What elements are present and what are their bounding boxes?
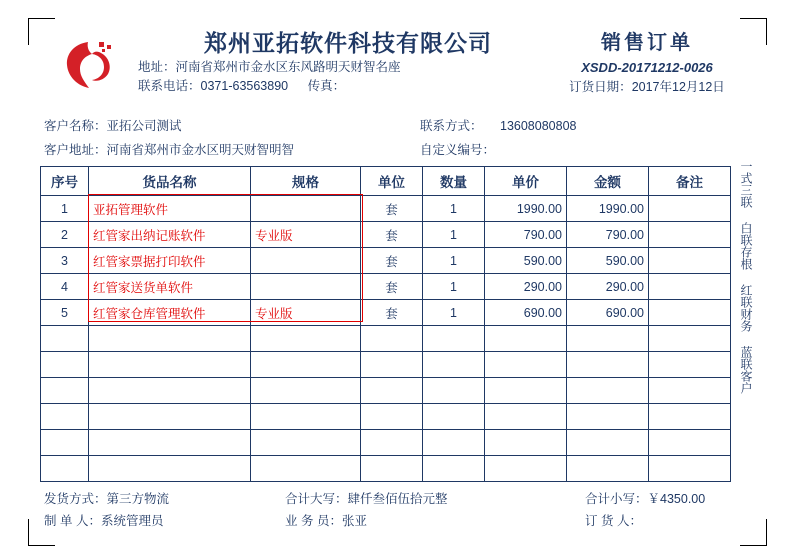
footer-row-2 xyxy=(40,510,756,532)
cell-spec xyxy=(251,352,361,378)
phone-label: 联系电话： xyxy=(138,79,201,93)
cell-spec xyxy=(251,430,361,456)
table-row xyxy=(41,326,731,352)
cell-unit xyxy=(361,430,423,456)
cell-price: 590.00 xyxy=(485,248,567,274)
shipping-method-value: 第三方物流 xyxy=(106,492,170,506)
cell-name xyxy=(89,378,251,404)
copy-label-3: 红联财务 xyxy=(739,284,753,332)
total-upper-label: 合计大写： xyxy=(285,492,348,506)
copy-label-2: 白联存根 xyxy=(739,222,753,270)
col-header-price: 单价 xyxy=(485,167,567,196)
cell-spec xyxy=(251,404,361,430)
cell-no xyxy=(41,326,89,352)
cell-amount xyxy=(567,326,649,352)
cell-spec xyxy=(251,248,361,274)
cell-remark xyxy=(649,196,731,222)
customer-contact-label: 联系方式： xyxy=(420,119,483,133)
cell-remark xyxy=(649,456,731,482)
table-row xyxy=(41,456,731,482)
table-row xyxy=(41,248,731,274)
cell-amount xyxy=(567,352,649,378)
cell-qty: 1 xyxy=(423,196,485,222)
total-lower-field xyxy=(585,488,705,510)
customer-address-label: 客户地址： xyxy=(44,143,107,157)
document-content xyxy=(40,28,756,528)
copy-labels xyxy=(738,160,760,408)
custom-number-label: 自定义编号： xyxy=(420,143,496,157)
cell-price xyxy=(485,404,567,430)
cell-name: 红管家送货单软件 xyxy=(89,274,251,300)
cell-amount: 1990.00 xyxy=(567,196,649,222)
cell-unit xyxy=(361,456,423,482)
customer-name-field xyxy=(44,114,182,138)
cell-no xyxy=(41,352,89,378)
cell-unit xyxy=(361,404,423,430)
cell-remark xyxy=(649,222,731,248)
col-header-unit: 单位 xyxy=(361,167,423,196)
shipping-method-label: 发货方式： xyxy=(44,492,107,506)
cell-unit: 套 xyxy=(361,196,423,222)
cell-unit xyxy=(361,352,423,378)
cell-no: 3 xyxy=(41,248,89,274)
copy-label-4: 蓝联客户 xyxy=(739,346,753,394)
cell-price: 1990.00 xyxy=(485,196,567,222)
cell-unit xyxy=(361,378,423,404)
total-upper-field xyxy=(285,488,448,510)
shipping-method-field xyxy=(44,488,169,510)
col-header-name: 货品名称 xyxy=(89,167,251,196)
order-date-label: 订货日期： xyxy=(569,80,632,94)
address-label: 地址： xyxy=(138,60,176,74)
cell-amount xyxy=(567,378,649,404)
cell-amount xyxy=(567,456,649,482)
cell-unit: 套 xyxy=(361,248,423,274)
col-header-remark: 备注 xyxy=(649,167,731,196)
customer-address-row xyxy=(40,138,756,162)
cell-qty xyxy=(423,404,485,430)
maker-label: 制 单 人： xyxy=(44,514,101,528)
copy-label-1: 一式三联 xyxy=(739,160,753,208)
customer-contact-field xyxy=(420,114,576,138)
cell-amount: 590.00 xyxy=(567,248,649,274)
items-table-wrapper xyxy=(40,166,756,482)
col-header-amount: 金额 xyxy=(567,167,649,196)
cell-price xyxy=(485,378,567,404)
copy-label-set xyxy=(738,160,760,208)
cell-spec xyxy=(251,326,361,352)
buyer-field xyxy=(585,510,642,532)
maker-value: 系统管理员 xyxy=(100,514,164,528)
customer-address-value: 河南省郑州市金水区明天财智明智 xyxy=(106,143,295,157)
cell-no: 5 xyxy=(41,300,89,326)
cell-qty xyxy=(423,326,485,352)
cell-qty xyxy=(423,456,485,482)
address-value: 河南省郑州市金水区东风路明天财智名座 xyxy=(175,60,401,74)
cell-qty xyxy=(423,352,485,378)
company-logo-icon xyxy=(58,34,120,96)
copy-label-set xyxy=(738,346,760,394)
cell-unit: 套 xyxy=(361,222,423,248)
cell-price xyxy=(485,430,567,456)
cell-remark xyxy=(649,300,731,326)
table-row xyxy=(41,300,731,326)
document-title-block xyxy=(542,28,752,97)
cell-amount: 690.00 xyxy=(567,300,649,326)
cell-qty: 1 xyxy=(423,248,485,274)
col-header-spec: 规格 xyxy=(251,167,361,196)
cell-qty xyxy=(423,430,485,456)
cell-unit: 套 xyxy=(361,274,423,300)
cell-qty: 1 xyxy=(423,274,485,300)
cell-remark xyxy=(649,352,731,378)
cell-no xyxy=(41,378,89,404)
cell-price xyxy=(485,352,567,378)
cell-name xyxy=(89,430,251,456)
table-row xyxy=(41,378,731,404)
company-address-line xyxy=(138,58,558,77)
copy-label-set xyxy=(738,284,760,332)
table-row xyxy=(41,274,731,300)
table-row xyxy=(41,404,731,430)
customer-contact-value: 13608080808 xyxy=(500,119,577,133)
cell-remark xyxy=(649,404,731,430)
salesperson-label: 业 务 员： xyxy=(285,514,342,528)
total-lower-value: ￥4350.00 xyxy=(647,492,706,506)
table-header-row xyxy=(41,167,731,196)
cell-spec: 专业版 xyxy=(251,222,361,248)
cell-spec xyxy=(251,196,361,222)
company-info xyxy=(138,28,558,96)
salesperson-field xyxy=(285,510,367,532)
company-phone-line xyxy=(138,77,558,96)
phone-value: 0371-63563890 xyxy=(200,79,289,93)
cell-spec: 专业版 xyxy=(251,300,361,326)
cell-amount xyxy=(567,404,649,430)
cell-no: 4 xyxy=(41,274,89,300)
cell-remark xyxy=(649,378,731,404)
customer-name-label: 客户名称： xyxy=(44,119,107,133)
cell-unit xyxy=(361,326,423,352)
cell-remark xyxy=(649,274,731,300)
cell-qty xyxy=(423,378,485,404)
custom-number-field xyxy=(420,138,495,162)
cell-price xyxy=(485,326,567,352)
cell-remark xyxy=(649,248,731,274)
cell-no: 1 xyxy=(41,196,89,222)
order-date-line xyxy=(542,78,752,97)
document-header xyxy=(40,28,756,114)
cell-spec xyxy=(251,274,361,300)
cell-no xyxy=(41,456,89,482)
cell-price xyxy=(485,456,567,482)
cell-qty: 1 xyxy=(423,300,485,326)
document-number: XSDD-20171212-0026 xyxy=(581,60,713,75)
cell-name xyxy=(89,352,251,378)
table-row xyxy=(41,196,731,222)
buyer-label: 订 货 人： xyxy=(585,514,642,528)
company-name: 郑州亚拓软件科技有限公司 xyxy=(204,30,492,56)
cell-name: 亚拓管理软件 xyxy=(89,196,251,222)
cell-price: 290.00 xyxy=(485,274,567,300)
cell-name: 红管家仓库管理软件 xyxy=(89,300,251,326)
cell-price: 690.00 xyxy=(485,300,567,326)
cell-name xyxy=(89,404,251,430)
copy-label-set xyxy=(738,222,760,270)
cell-no: 2 xyxy=(41,222,89,248)
cell-unit: 套 xyxy=(361,300,423,326)
col-header-no: 序号 xyxy=(41,167,89,196)
table-row xyxy=(41,430,731,456)
footer-row-1 xyxy=(40,488,756,510)
total-upper-value: 肆仟叁佰伍拾元整 xyxy=(347,492,448,506)
page-title: 销售订单 xyxy=(601,32,693,54)
customer-name-row xyxy=(40,114,756,138)
document-footer xyxy=(40,488,756,532)
cell-remark xyxy=(649,430,731,456)
customer-name-value: 亚拓公司测试 xyxy=(106,119,182,133)
cell-name xyxy=(89,456,251,482)
salesperson-value: 张亚 xyxy=(341,514,367,528)
cell-name xyxy=(89,326,251,352)
cell-spec xyxy=(251,456,361,482)
cell-amount: 790.00 xyxy=(567,222,649,248)
cell-spec xyxy=(251,378,361,404)
table-row xyxy=(41,222,731,248)
cell-amount: 290.00 xyxy=(567,274,649,300)
col-header-qty: 数量 xyxy=(423,167,485,196)
cell-qty: 1 xyxy=(423,222,485,248)
cell-no xyxy=(41,430,89,456)
cell-remark xyxy=(649,326,731,352)
cell-amount xyxy=(567,430,649,456)
cell-price: 790.00 xyxy=(485,222,567,248)
customer-address-field xyxy=(44,138,294,162)
table-row xyxy=(41,352,731,378)
total-lower-label: 合计小写： xyxy=(585,492,648,506)
maker-field xyxy=(44,510,163,532)
cell-name: 红管家出纳记账软件 xyxy=(89,222,251,248)
cell-name: 红管家票据打印软件 xyxy=(89,248,251,274)
cell-no xyxy=(41,404,89,430)
fax-label: 传真： xyxy=(307,79,346,93)
order-date-value: 2017年12月12日 xyxy=(631,80,725,94)
items-table xyxy=(40,166,731,482)
